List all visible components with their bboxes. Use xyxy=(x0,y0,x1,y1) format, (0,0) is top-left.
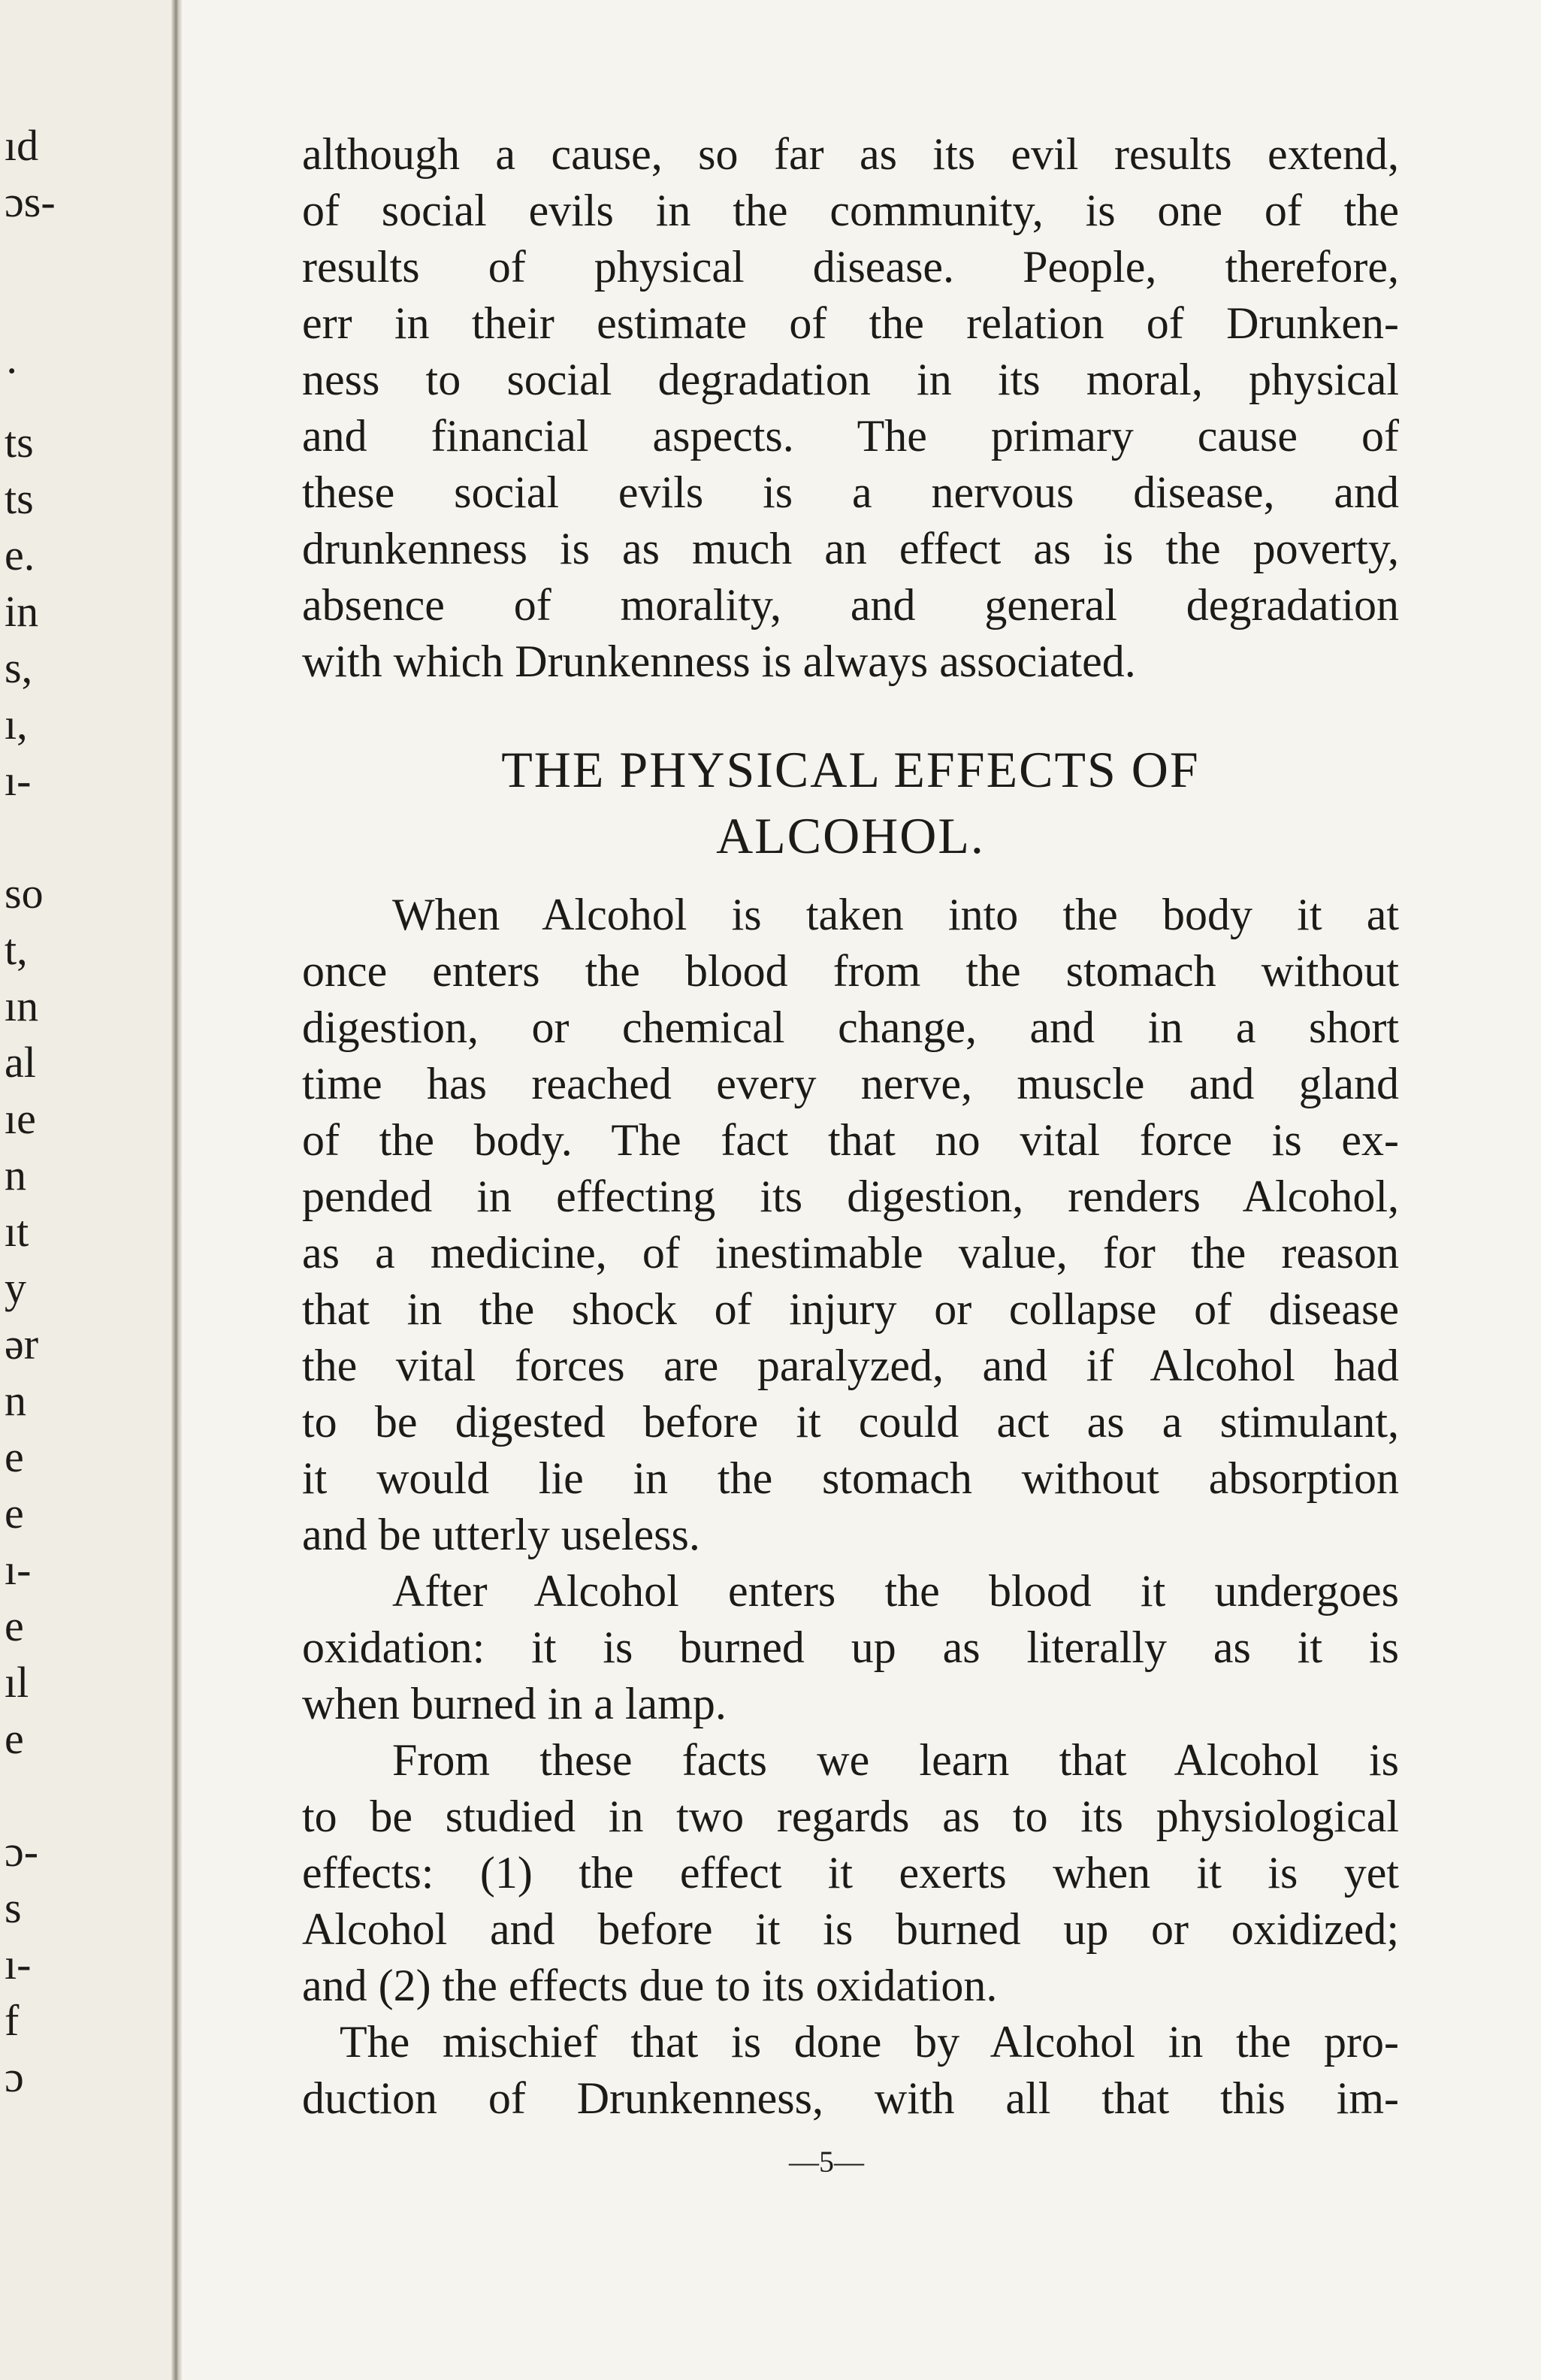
left-page-fragment: y xyxy=(5,1263,26,1312)
left-page-fragment: ts xyxy=(5,474,34,523)
body-paragraphs xyxy=(302,887,1399,2127)
text-line: From these facts we learn that Alcohol is xyxy=(392,1735,1399,1785)
left-page-fragment: al xyxy=(5,1038,36,1087)
text-line: to be studied in two regards as to its physiological xyxy=(302,1792,1399,1841)
left-page-fragment: t, xyxy=(5,925,28,974)
left-facing-page xyxy=(0,0,171,2380)
left-page-fragment: ɔs- xyxy=(5,177,56,226)
page-number: —5— xyxy=(789,2145,864,2179)
left-page-fragment: ın xyxy=(5,981,39,1030)
left-page-fragment: ɔ- xyxy=(5,1827,39,1876)
left-page-fragment: e. xyxy=(5,531,35,579)
left-page-fragment: ıt xyxy=(5,1207,29,1256)
heading-line-2: ALCOHOL. xyxy=(716,807,985,864)
heading-line-1: THE PHYSICAL EFFECTS OF xyxy=(501,741,1200,798)
text-line: although a cause, so far as its evil results extend, xyxy=(302,129,1399,179)
text-line: time has reached every nerve, muscle and gland xyxy=(302,1059,1399,1108)
text-line: drunkenness is as much an effect as is the poverty, xyxy=(302,524,1399,573)
text-line: as a medicine, of inestimable value, for the reason xyxy=(302,1228,1399,1278)
text-line: and be utterly useless. xyxy=(302,1510,700,1559)
text-line: duction of Drunkenness, with all that this im- xyxy=(302,2073,1399,2123)
text-line: effects: (1) the effect it exerts when it is yet xyxy=(302,1848,1399,1898)
text-line: when burned in a lamp. xyxy=(302,1679,727,1728)
left-page-fragment: e xyxy=(5,1489,24,1538)
text-line: The mischief that is done by Alcohol in the pro- xyxy=(340,2017,1399,2067)
left-page-fragment: n xyxy=(5,1376,26,1425)
text-line: with which Drunkenness is always associated. xyxy=(302,637,1136,686)
text-line: the vital forces are paralyzed, and if Alcohol had xyxy=(302,1341,1399,1390)
text-line: Alcohol and before it is burned up or oxidized; xyxy=(302,1904,1399,1954)
text-line: that in the shock of injury or collapse of disease xyxy=(302,1284,1399,1334)
intro-paragraph xyxy=(302,126,1399,690)
text-line: ness to social degradation in its moral, physical xyxy=(302,355,1399,404)
left-page-fragment: ıe xyxy=(5,1094,36,1143)
text-line: pended in effecting its digestion, renders Alcohol, xyxy=(302,1172,1399,1221)
left-page-fragment: s xyxy=(5,1883,22,1932)
left-page-fragment: ɔ xyxy=(5,2052,24,2101)
text-line: err in their estimate of the relation of Drunken- xyxy=(302,298,1399,348)
text-line: of the body. The fact that no vital force is ex- xyxy=(302,1115,1399,1165)
text-line: once enters the blood from the stomach without xyxy=(302,946,1399,996)
text-line: it would lie in the stomach without absorption xyxy=(302,1453,1399,1503)
text-line: and financial aspects. The primary cause of xyxy=(302,411,1399,461)
section-heading xyxy=(302,736,1399,869)
left-page-fragment: ı- xyxy=(5,1545,32,1594)
left-page-fragment: s, xyxy=(5,643,33,692)
left-page-fragment: so xyxy=(5,869,44,918)
left-page-fragment: ər xyxy=(5,1320,39,1368)
left-page-fragment: e xyxy=(5,1714,24,1763)
text-line: digestion, or chemical change, and in a short xyxy=(302,1003,1399,1052)
left-page-fragment: f xyxy=(5,1996,20,2045)
left-page-fragment: e xyxy=(5,1601,24,1650)
text-line: oxidation: it is burned up as literally as it is xyxy=(302,1622,1399,1672)
text-line: results of physical disease. People, therefore, xyxy=(302,242,1399,292)
text-line: of social evils in the community, is one of the xyxy=(302,186,1399,235)
text-line: to be digested before it could act as a stimulant, xyxy=(302,1397,1399,1447)
book-gutter xyxy=(171,0,182,2380)
left-page-fragment: n xyxy=(5,1151,26,1199)
text-line: these social evils is a nervous disease, and xyxy=(302,467,1399,517)
left-page-fragment: ts xyxy=(5,418,34,467)
left-page-fragment: ı- xyxy=(5,756,32,805)
left-page-fragment: ı, xyxy=(5,700,28,748)
left-page-fragment: ıd xyxy=(5,121,39,170)
left-page-fragment: ı- xyxy=(5,1940,32,1988)
text-line: and (2) the effects due to its oxidation. xyxy=(302,1961,998,2010)
left-page-fragment: ıl xyxy=(5,1658,29,1707)
text-line: After Alcohol enters the blood it undergoes xyxy=(392,1566,1399,1616)
left-page-fragment: e xyxy=(5,1432,24,1481)
text-line: absence of morality, and general degradation xyxy=(302,580,1399,630)
left-page-fragment: · xyxy=(5,346,20,395)
text-line: When Alcohol is taken into the body it at xyxy=(392,890,1399,939)
left-page-fragment: in xyxy=(5,587,39,636)
